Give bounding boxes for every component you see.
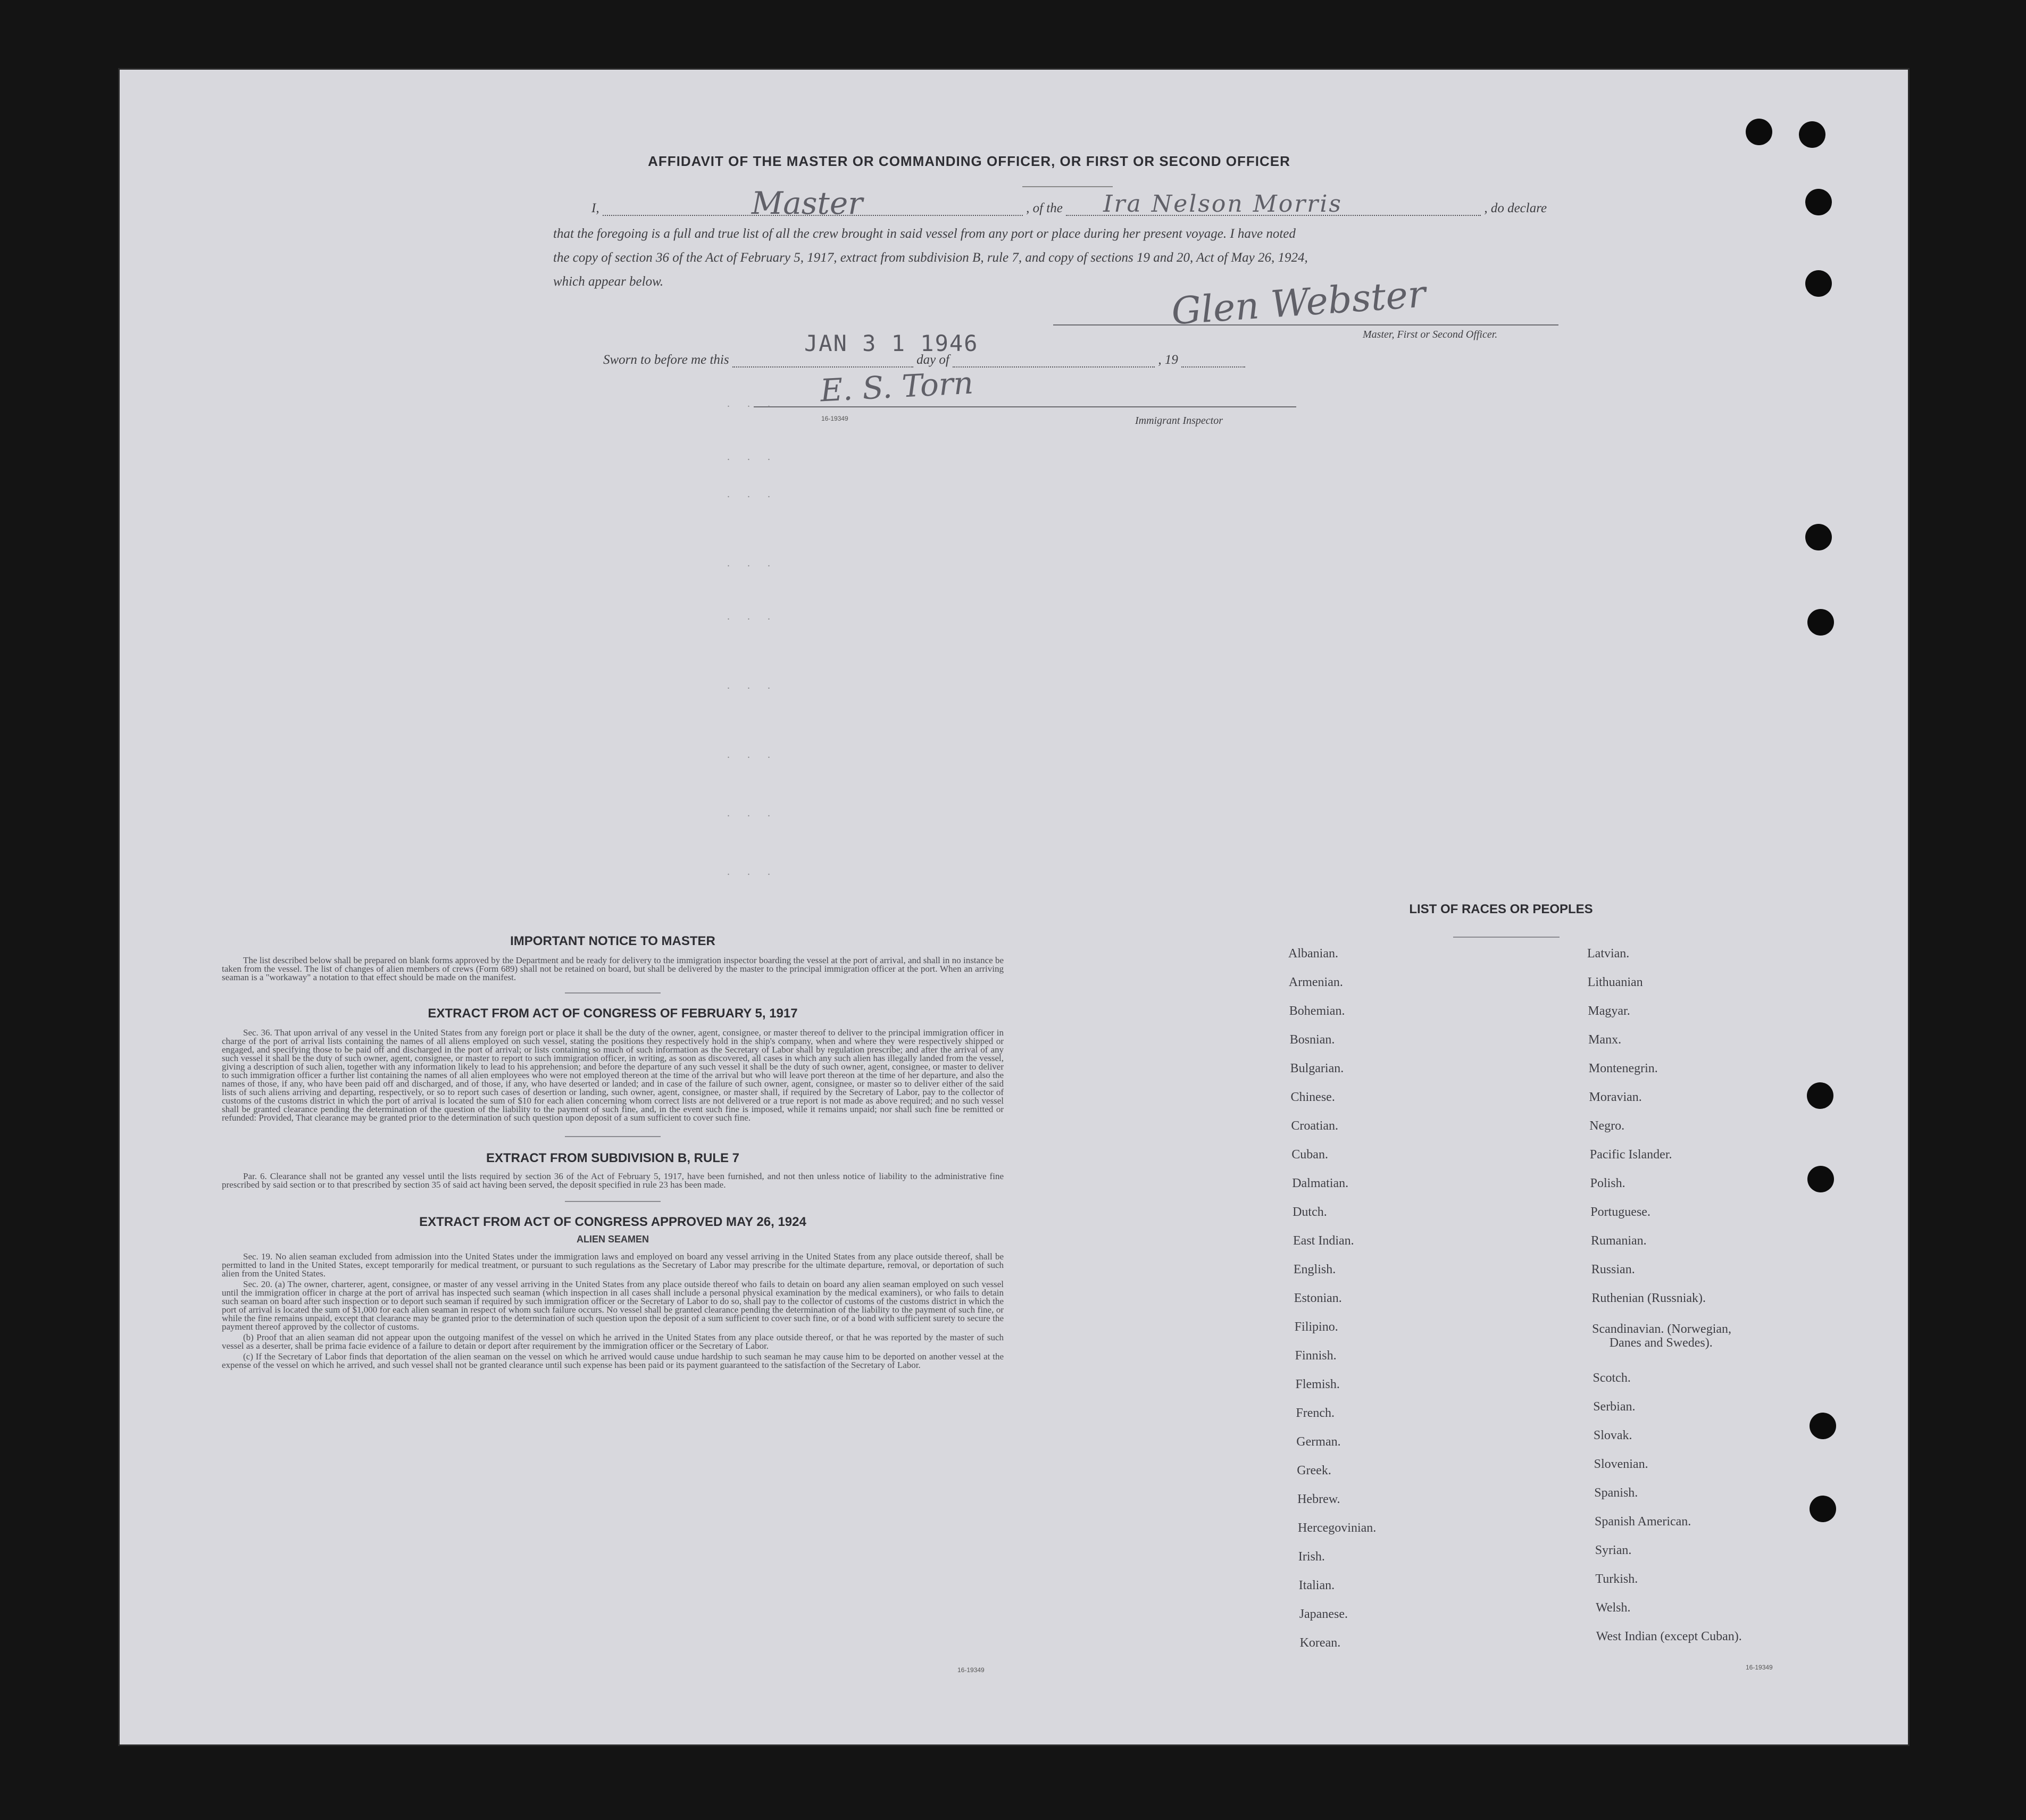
affidavit-line-3: the copy of section 36 of the Act of February 5, 1917, extract from subdivision B, rule 7, and copy of sections 19 and 20, Act of May 26, 1924,	[553, 251, 1308, 265]
punch-hole	[1805, 270, 1832, 297]
sworn-month-field[interactable]	[953, 353, 1155, 368]
punch-hole	[1807, 1082, 1833, 1109]
punch-hole	[1810, 1413, 1836, 1439]
notice-form-number: 16-19349	[957, 1666, 985, 1674]
document-sheet: AFFIDAVIT OF THE MASTER OR COMMANDING OFFICER, OR FIRST OR SECOND OFFICER I, Master , of the Ira Nelson Morris , do declare that the foregoing is a full and true list of all the crew brought in said vessel from any port or place during her present voyage. I have noted the copy of section 36 of the Act of February 5, 1917, extract from subdivision B, rule 7, and copy of sections 19 and 20, Act of May 26, 1924, which appear below. Glen Webster Master, First or Second Officer. JAN 3 1 1946 Sworn to before me this day of , 19 E. S. Torn 16-19349 Immigrant Inspector . . . . . . . . . . . . . . . . . . . . . . . . . . . IMPORTANT NOTICE TO MASTER The list described below shall be prepared on blank forms approved by the Department and be ready for delivery to the immigration inspector boarding the vessel at the port of arrival, and shall in no instance be taken from the vessel. The list of changes of alien members of crews (Form 689) shall not be retained on board, but shall be delivered by the master to the principal immigration officer at the port. When an arriving seaman is a "workaway" a notation to that effect should be made on the manifest. EXTRACT FROM ACT OF CONGRESS OF FEBRUARY 5, 1917 Sec. 36. That upon arrival of any vessel in the United States from any foreign port or place it shall be the duty of the owner, agent, consignee, or master thereof to deliver to the principal immigration officer in charge of the port of arrival lists containing the names of all aliens employed on such vessel, stating the positions they respectively hold in the ship's company, when and where they were respectively shipped or engaged, and specifying those to be paid off and discharged in the port of arrival; or lists containing so much of such information as the Secretary of Labor shall by regulation prescribe; and after the arrival of any such vessel it shall be the duty of such owner, agent, consignee, or master to report to such immigration officer, in writing, as soon as discovered, all cases in which any such alien has illegally landed from the vessel, giving a description of such alien, together with any information likely to lead to his apprehension; and before the departure of any such vessel it shall be the duty of such owner, agent, consignee, or master to deliver to such immigration officer a further list containing the names of all alien employees who were not employed thereon at the time of the arrival but who will leave port thereon at the time of her departure, and also the names of those, if any, who have been paid off and discharged, and of those, if any, who have deserted or landed; and in case of the failure of such owner, agent, consignee, or master so to deliver either of the said lists of such aliens arriving and departing, respectively, or so to report such cases of desertion or landing, such owner, agent, consignee, or master shall, if required by the Secretary of Labor, pay to the collector of customs of the customs district in which the port of arrival is located the sum of $10 for each alien concerning whom correct lists are not delivered or a true report is not made as above required; and no such vessel shall be granted clearance pending the determination of the question of the liability to the payment of such fine, and, in the event such fine is imposed, while it remains unpaid; nor shall such fine be remitted or refunded: Provided, That clearance may be granted prior to the determination of such question upon deposit of a sum sufficient to cover such fine. EXTRACT FROM SUBDIVISION B, RULE 7 Par. 6. Clearance shall not be granted any vessel until the lists required by section 36 of the Act of February 5, 1917, have been furnished, and not then unless notice of liability to the administrative fine prescribed by said section or to that prescribed by section 35 of said act having been served, the deposit specified in rule 23 has been made. EXTRACT FROM ACT OF CONGRESS APPROVED MAY 26, 1924 ALIEN SEAMEN Sec. 19. No alien seaman excluded from admission into the United States under the immigration laws and employed on board any vessel arriving in the United States from any place outside thereof, shall be permitted to land in the United States, except temporarily for medical treatment, or pursuant to such regulations as the Secretary of Labor may prescribe for the ultimate departure, removal, or deportation of such alien from the United States. Sec. 20. (a) The owner, charterer, agent, consignee, or master of any vessel arriving in the United States from any place outside thereof who fails to detain on board any alien seaman employed on such vessel until the immigration officer in charge at the port of arrival has inspected such seaman (which inspection in all cases shall include a personal physical examination by the medical examiners), or who fails to detain such seaman on board after such inspection or to deport such seaman if required by such immigration officer or the Secretary of Labor to do so, shall pay to the collector of customs of the customs district in which the port of arrival is located the sum of $1,000 for each alien seaman in respect of whom such failure occurs. No vessel shall be granted clearance pending the determination of the liability to the payment of such fine, or while the fine remains unpaid, except that clearance may be granted prior to the determination of such question upon the deposit of a sum sufficient to cover such fine, or of a bond with sufficient surety to secure the payment thereof approved by the collector of customs. (b) Proof that an alien seaman did not appear upon the outgoing manifest of the vessel on which he arrived in the United States from any place outside thereof, or that he was reported by the master of such vessel as a deserter, shall be prima facie evidence of a failure to detain or deport after requirement by the immigration officer or the Secretary of Labor. (c) If the Secretary of Labor finds that deportation of the alien seaman on the vessel on which he arrived would cause undue hardship to such seaman he may cause him to be deported on another vessel at the expense of the vessel on which he arrived, and such vessel shall not be granted clearance until such expense has been paid or its payment guaranteed to the satisfaction of the Secretary of Labor. 16-19349 LIST OF RACES OR PEOPLES Albanian. Armenian. Bohemian. Bosnian. Bulgarian. Chinese. Croatian. Cuban. Dalmatian. Dutch. East Indian. English. Estonian. Filipino. Finnish. Flemish. French. German. Greek. Hebrew. Hercegovinian. Irish. Italian. Japanese. Korean. Latvian. Lithuanian Magyar. Manx. Montenegrin. Moravian. Negro. Pacific Islander. Polish. Portuguese. Rumanian. Russian. Ruthenian (Russniak). Scandinavian. (Norwegian, Danes and Swedes). Scotch. Serbian. Slovak. Slovenian. Spanish. Spanish American. Syrian. Turkish. Welsh. West Indian (except Cuban). 16-19349	[118, 68, 1910, 1746]
race-item: West Indian (except Cuban).	[1596, 1630, 1742, 1643]
affidavit-line-1	[591, 185, 1547, 221]
punch-hole	[1805, 524, 1832, 550]
race-item: Chinese.	[1290, 1090, 1335, 1104]
race-item: Croatian.	[1291, 1119, 1339, 1133]
race-item: Greek.	[1297, 1464, 1331, 1477]
race-item: Finnish.	[1295, 1349, 1337, 1363]
handwritten-vessel: Ira Nelson Morris	[1103, 190, 1343, 218]
race-item: French.	[1296, 1406, 1335, 1420]
i-label: I,	[591, 201, 599, 215]
race-item: Slovenian.	[1594, 1457, 1648, 1471]
race-item: Hebrew.	[1297, 1492, 1340, 1506]
race-item: Turkish.	[1595, 1572, 1638, 1586]
races-form-number: 16-19349	[1746, 1664, 1773, 1671]
sworn-day-field[interactable]	[732, 353, 913, 368]
day-of-label: day of	[916, 353, 949, 367]
handwritten-name: Master	[751, 185, 863, 221]
race-item: Dalmatian.	[1292, 1176, 1349, 1190]
race-item: Syrian.	[1595, 1543, 1632, 1557]
extract-1924-subtitle: ALIEN SEAMEN	[576, 1234, 649, 1245]
race-item: Cuban.	[1291, 1148, 1328, 1162]
race-item: Russian.	[1591, 1263, 1635, 1276]
sec20c-text: (c) If the Secretary of Labor finds that deportation of the alien seaman on the vessel on which he arrived would cause undue hardship to such seaman he may cause him to be deported on another vessel at the expense of the vessel on which he arrived, and such vessel shall not be granted clearance until such expense has been paid or its payment guaranteed to the satisfaction of the Secretary of Labor.	[222, 1351, 1004, 1370]
race-item: Bulgarian.	[1290, 1062, 1344, 1075]
race-item: Spanish American.	[1595, 1515, 1691, 1529]
punch-hole	[1810, 1496, 1836, 1522]
rule7-text: Par. 6. Clearance shall not be granted any vessel until the lists required by section 36 of the Act of February 5, 1917, have been furnished, and not then unless notice of liability to the administrative fine prescribed by said section or to that prescribed by section 35 of said act having been served, the deposit specified in rule 23 has been made.	[222, 1171, 1004, 1190]
of-the-label: , of the	[1026, 201, 1063, 215]
race-item: Polish.	[1590, 1176, 1625, 1190]
signature-line	[1053, 324, 1558, 325]
race-item: Scotch.	[1593, 1371, 1631, 1385]
do-declare-label: , do declare	[1484, 201, 1547, 215]
sworn-label: Sworn to before me this	[603, 353, 729, 367]
race-item: Slovak.	[1593, 1429, 1632, 1442]
signature-caption: Master, First or Second Officer.	[1363, 329, 1498, 340]
notice-title: IMPORTANT NOTICE TO MASTER	[510, 934, 715, 948]
race-item: East Indian.	[1293, 1234, 1354, 1248]
race-item: Montenegrin.	[1588, 1062, 1658, 1075]
race-item: Japanese.	[1299, 1607, 1348, 1621]
notice-text: The list described below shall be prepared on blank forms approved by the Department and be ready for delivery to the immigration inspector boarding the vessel at the port of arrival, and shall in no instance be taken from the vessel. The list of changes of alien members of crews (Form 689) shall not be retained on board, but shall be delivered by the master to the principal immigration officer at the port. When an arriving seaman is a "workaway" a notation to that effect should be made on the manifest.	[222, 955, 1004, 982]
sworn-year-field[interactable]	[1181, 353, 1245, 368]
affidavit-title: AFFIDAVIT OF THE MASTER OR COMMANDING OFFICER, OR FIRST OR SECOND OFFICER	[648, 153, 1290, 169]
race-item: Welsh.	[1596, 1601, 1631, 1615]
race-item: Lithuanian	[1587, 975, 1643, 989]
race-item: Bosnian.	[1289, 1033, 1335, 1047]
title-rule	[1022, 186, 1113, 187]
inspector-line	[754, 406, 1296, 407]
race-item: Serbian.	[1593, 1400, 1636, 1414]
race-item: Moravian.	[1589, 1090, 1642, 1104]
race-item: Korean.	[1299, 1636, 1341, 1650]
punch-hole	[1805, 189, 1832, 215]
race-item: Hercegovinian.	[1298, 1521, 1377, 1535]
master-signature: Glen Webster	[1170, 272, 1427, 333]
race-item: Magyar.	[1588, 1004, 1630, 1018]
race-item: Manx.	[1588, 1033, 1622, 1047]
race-item: Negro.	[1589, 1119, 1625, 1133]
race-item: Armenian.	[1288, 975, 1343, 989]
notice-column	[222, 934, 1004, 1370]
race-item: Dutch.	[1293, 1205, 1327, 1219]
sworn-line	[603, 353, 1245, 368]
extract-1917-title: EXTRACT FROM ACT OF CONGRESS OF FEBRUARY 5, 1917	[428, 1006, 798, 1021]
punch-hole	[1807, 609, 1834, 636]
race-item: Irish.	[1298, 1550, 1325, 1564]
race-item: Flemish.	[1295, 1377, 1340, 1391]
sec20a-text: Sec. 20. (a) The owner, charterer, agent, consignee, or master of any vessel arriving in the United States from any place outside thereof who fails to detain on board any alien seaman employed on such vessel until the immigration officer in charge at the port of arrival has inspected such seaman (which inspection in all cases shall include a personal physical examination by the medical examiners), or who fails to detain such seaman on board after such inspection or to deport such seaman if required by such immigration officer or the Secretary of Labor to do so, shall pay to the collector of customs of the customs district in which the port of arrival is located the sum of $1,000 for each alien seaman in respect of whom such failure occurs. No vessel shall be granted clearance pending the determination of the liability to the payment of such fine, or while the fine remains unpaid, except that clearance may be granted prior to the determination of such question upon the deposit of a sum sufficient to cover such fine, or of a bond with sufficient surety to secure the payment thereof approved by the collector of customs.	[222, 1279, 1004, 1332]
affidavit-line-4: which appear below.	[553, 274, 664, 289]
races-title: LIST OF RACES OR PEOPLES	[1409, 902, 1593, 916]
race-item: Latvian.	[1587, 947, 1630, 961]
year-label: , 19	[1158, 353, 1178, 367]
inspector-caption: Immigrant Inspector	[1135, 415, 1223, 427]
punch-hole	[1807, 1166, 1834, 1192]
race-item: Portuguese.	[1590, 1205, 1650, 1219]
inspector-signature: E. S. Torn	[819, 364, 974, 409]
race-item: Albanian.	[1288, 947, 1338, 961]
race-item: English.	[1293, 1263, 1336, 1276]
punch-hole	[1799, 121, 1825, 148]
race-item: Estonian.	[1294, 1291, 1342, 1305]
rule7-title: EXTRACT FROM SUBDIVISION B, RULE 7	[486, 1151, 740, 1165]
sec20b-text: (b) Proof that an alien seaman did not appear upon the outgoing manifest of the vessel on which he arrived in the United States from any place outside thereof, or that he was reported by the master of such vessel as a deserter, shall be prima facie evidence of a failure to detain or deport after requirement by the immigration officer or the Secretary of Labor.	[222, 1332, 1004, 1351]
race-item: Spanish.	[1594, 1486, 1638, 1500]
race-item: Scandinavian. (Norwegian,	[1592, 1322, 1732, 1336]
date-stamp: JAN 3 1 1946	[804, 330, 979, 356]
vessel-name-field[interactable]	[1066, 190, 1481, 218]
punch-hole	[1746, 119, 1772, 145]
race-item: Rumanian.	[1591, 1234, 1647, 1248]
extract-1917-text: Sec. 36. That upon arrival of any vessel in the United States from any foreign port or place it shall be the duty of the owner, agent, consignee, or master thereof to deliver to the principal immigration officer in charge of the port of arrival lists containing the names of all aliens employed on such vessel, stating the positions they respectively hold in the ship's company, when and where they were respectively shipped or engaged, and specifying those to be paid off and discharged in the port of arrival; or lists containing so much of such information as the Secretary of Labor shall by regulation prescribe; and after the arrival of any such vessel it shall be the duty of such owner, agent, consignee, or master to report to such immigration officer, in writing, as soon as discovered, all cases in which any such alien has illegally landed from the vessel, giving a description of such alien, together with any information likely to lead to his apprehension; and before the departure of any such vessel it shall be the duty of such owner, agent, consignee, or master to deliver to such immigration officer a further list containing the names of all alien employees who were not employed thereon at the time of the arrival but who will leave port thereon at the time of her departure, and also the names of those, if any, who have been paid off and discharged, and of those, if any, who have deserted or landed; and in case of the failure of such owner, agent, consignee, or master so to deliver either of the said lists of such aliens arriving and departing, respectively, or so to report such cases of desertion or landing, such owner, agent, consignee, or master shall, if required by the Secretary of Labor, pay to the collector of customs of the customs district in which the port of arrival is located the sum of $10 for each alien concerning whom correct lists are not delivered or a true report is not made as above required; and no such vessel shall be granted clearance pending the determination of the question of the liability to the payment of such fine, and, in the event such fine is imposed, while it remains unpaid; nor shall such fine be remitted or refunded: Provided, That clearance may be granted prior to the determination of such question upon deposit of a sum sufficient to cover such fine.	[222, 1028, 1004, 1123]
affidavit-form-number: 16-19349	[821, 415, 848, 422]
race-item: Bohemian.	[1289, 1004, 1345, 1018]
race-item: Danes and Swedes).	[1609, 1336, 1713, 1350]
race-item: German.	[1296, 1435, 1341, 1449]
race-item: Filipino.	[1294, 1320, 1338, 1334]
master-name-field[interactable]	[603, 185, 1023, 221]
race-item: Italian.	[1298, 1579, 1335, 1592]
race-item: Ruthenian (Russniak).	[1591, 1291, 1706, 1305]
race-item: Pacific Islander.	[1589, 1148, 1672, 1162]
extract-1924-title: EXTRACT FROM ACT OF CONGRESS APPROVED MAY 26, 1924	[419, 1215, 806, 1229]
affidavit-line-2: that the foregoing is a full and true list of all the crew brought in said vessel from any port or place during her present voyage. I have noted	[553, 227, 1296, 241]
sec19-text: Sec. 19. No alien seaman excluded from admission into the United States under the immigration laws and employed on board any vessel arriving in the United States from any place outside thereof, shall be permitted to land in the United States, except temporarily for medical treatment, or pursuant to such regulations as the Secretary of Labor may prescribe for the ultimate departure, removal, or deportation of such alien from the United States.	[222, 1251, 1004, 1279]
